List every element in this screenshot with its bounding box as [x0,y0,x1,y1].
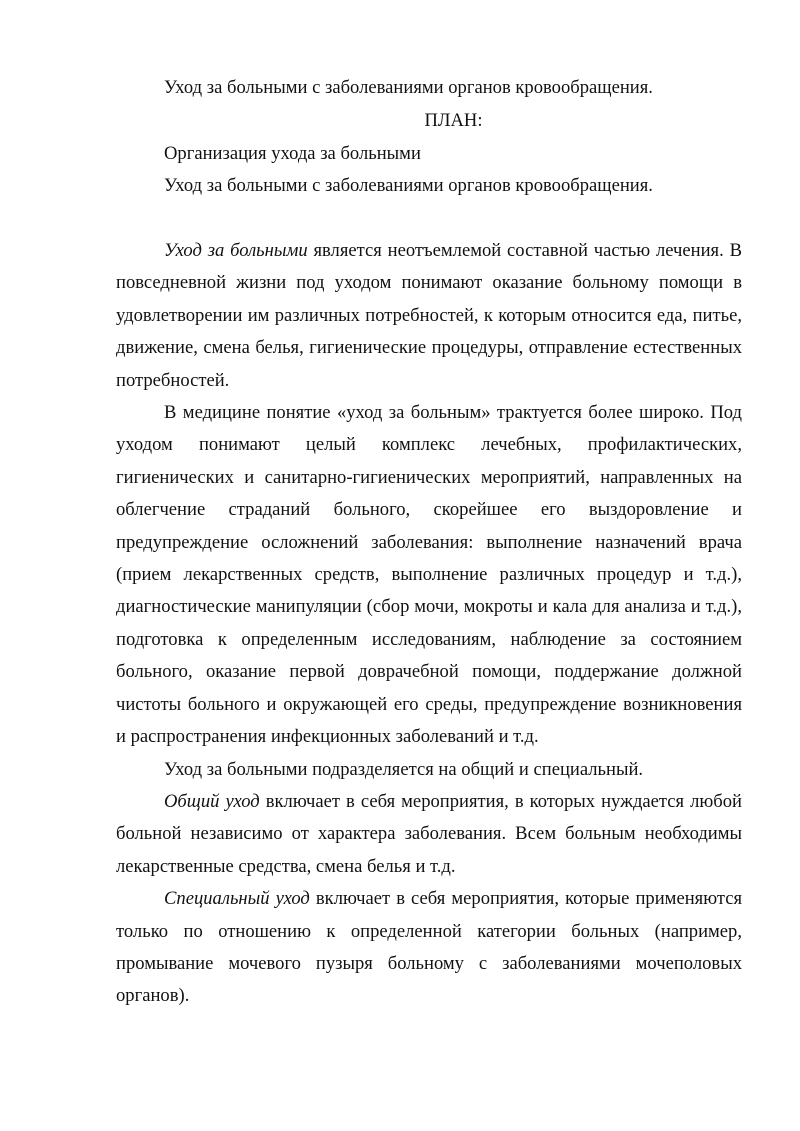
paragraph-2 [116,397,742,753]
paragraph-4-term: Общий уход [164,790,260,812]
paragraph-3-text: Уход за больными подразделяется на общий и специальный. [164,758,644,780]
paragraph-5 [116,883,742,1013]
paragraph-4 [116,786,742,883]
paragraph-5-text: включает в себя мероприятия, которые применяются только по отношению к определенной категории больных (например, промывание мочевого пузыря больному с заболеваниями мочеполовых органов). [116,888,743,1007]
plan-heading: ПЛАН: [424,110,483,131]
document-title: Уход за больными с заболеваниями органов кровообращения. [164,77,653,98]
plan-item-2: Уход за больными с заболеваниями органов кровообращения. [164,175,653,196]
paragraph-1-term: Уход за больными [164,240,308,261]
paragraph-5-term: Специальный уход [164,888,310,910]
paragraph-4-text: включает в себя мероприятия, в которых нуждается любой больной независимо от характера заболевания. Всем больным необходимы лекарственные средства, смена белья и т.д. [116,790,742,877]
document-body [116,235,742,1013]
paragraph-1-text: является неотъемлемой составной частью лечения. В повседневной жизни под уходом понимают оказание больному помощи в удовлетворении им различных потребностей, к которым относится еда, питье, движение, смена белья, гигиенические процедуры, отправление естественных потребностей. [116,240,742,391]
paragraph-2-text: В медицине понятие «уход за больным» трактуется более широко. Под уходом понимают целый комплекс лечебных, профилактических, гигиенических и санитарно-гигиенических мероприятий, направленных на облегчение страданий больного, скорейшее его выздоровление и предупреждение осложнений заболевания: выполнение назначений врача (прием лекарственных средств, выполнение различных процедур и т.д.), диагностические манипуляции (сбор мочи, мокроты и кала для анализа и т.д.), подготовка к определенным исследованиям, наблюдение за состоянием больного, оказание первой доврачебной помощи, поддержание должной чистоты больного и окружающей его среды, предупреждение возникновения и распространения инфекционных заболеваний и т.д. [116,402,742,748]
plan-item-1: Организация ухода за больными [164,143,421,164]
paragraph-3 [116,754,742,786]
paragraph-1 [116,235,742,397]
